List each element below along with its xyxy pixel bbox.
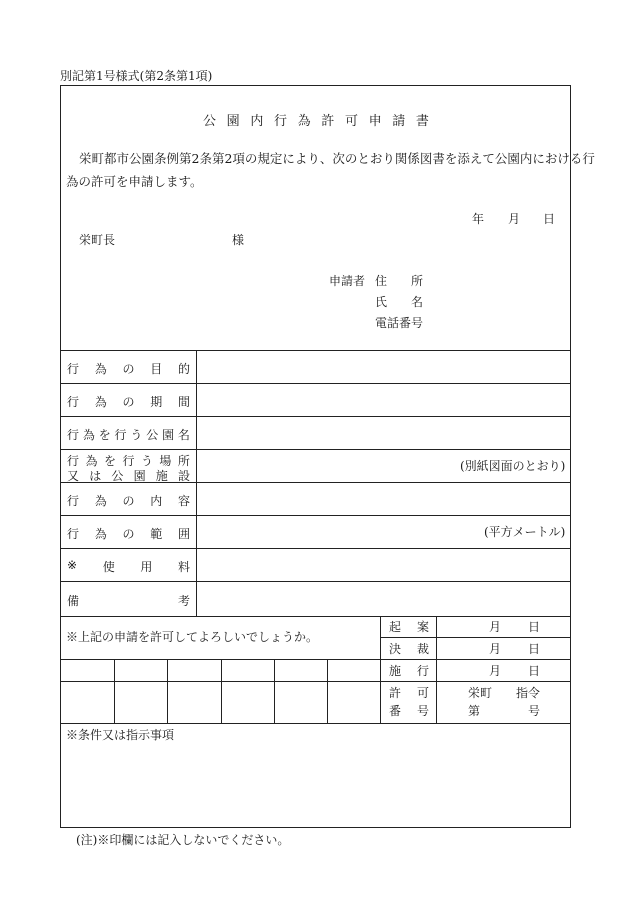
stamp-box[interactable] (115, 660, 166, 722)
place-note: (別紙図面のとおり) (460, 459, 566, 473)
intro-text-line1: 栄町都市公園条例第2条第2項の規定により、次のとおり関係図書を添えて公園内における行 (79, 151, 595, 166)
stamp-box[interactable] (222, 660, 273, 722)
drafted-day[interactable]: 日 (528, 620, 541, 634)
admin-divider (380, 637, 571, 638)
intro-text-line2: 為の許可を申請します。 (66, 174, 203, 189)
permit-dai: 第 (468, 704, 481, 718)
enforced-month[interactable]: 月 (489, 664, 502, 678)
decided-day[interactable]: 日 (528, 642, 541, 656)
drafted-month[interactable]: 月 (489, 620, 502, 634)
applicant-address-label: 住 所 (375, 274, 423, 288)
permit-directive: 指令 (516, 686, 541, 700)
applicant-phone-label: 電話番号 (375, 316, 424, 330)
footnote: (注)※印欄には記入しないでください。 (76, 833, 290, 847)
date-year-field[interactable]: 年 (472, 212, 485, 226)
place-input[interactable] (197, 450, 457, 482)
decided-month[interactable]: 月 (489, 642, 502, 656)
remarks-label: 備 考 (67, 594, 190, 608)
period-label: 行 為 の 期 間 (67, 395, 190, 409)
place-label-line1: 行 為 を 行 う 場 所 (67, 454, 190, 468)
fee-input[interactable] (197, 549, 570, 581)
admin-column-divider (436, 616, 437, 723)
purpose-label: 行 為 の 目 的 (67, 362, 190, 376)
date-day-field[interactable]: 日 (543, 212, 556, 226)
stamp-box[interactable] (61, 660, 113, 722)
stamp-box[interactable] (328, 660, 379, 722)
permit-number-label-2: 番 号 (389, 704, 429, 718)
applicant-name-label: 氏 名 (375, 295, 423, 309)
remarks-input[interactable] (197, 582, 570, 615)
place-label-line2: 又 は 公 園 施 設 (67, 469, 190, 483)
scope-input[interactable] (197, 516, 477, 548)
addressee-honorific: 様 (232, 233, 245, 247)
conditions-input[interactable] (61, 745, 570, 827)
form-number-label: 別記第1号様式(第2条第1項) (60, 69, 213, 83)
date-month-field[interactable]: 月 (508, 212, 521, 226)
stamp-box[interactable] (168, 660, 220, 722)
park-name-input[interactable] (197, 417, 570, 449)
enforced-label: 施 行 (389, 664, 429, 678)
decided-label: 決 裁 (389, 642, 429, 656)
applicant-label: 申請者 (329, 274, 366, 288)
form-title: 公 園 内 行 為 許 可 申 請 書 (203, 114, 429, 129)
approval-question: ※上記の申請を許可してよろしいでしょうか。 (66, 630, 319, 644)
permit-town: 栄町 (468, 686, 493, 700)
fee-label: ※ 使 用 料 (67, 558, 190, 574)
permit-number-label-1: 許 可 (389, 686, 429, 700)
period-input[interactable] (197, 384, 570, 416)
conditions-label: ※条件又は指示事項 (66, 728, 175, 742)
table-divider (60, 616, 571, 617)
stamp-row-divider (60, 723, 571, 724)
admin-column-divider (380, 616, 381, 723)
content-input[interactable] (197, 483, 570, 515)
stamp-box[interactable] (275, 660, 326, 722)
scope-label: 行 為 の 範 囲 (67, 527, 190, 541)
scope-note: (平方メートル) (484, 525, 566, 539)
park-name-label: 行 為 を 行 う 公 園 名 (67, 428, 190, 442)
addressee-name: 栄町長 (79, 233, 116, 247)
content-label: 行 為 の 内 容 (67, 494, 190, 508)
enforced-day[interactable]: 日 (528, 664, 541, 678)
purpose-input[interactable] (197, 351, 570, 383)
permit-gou: 号 (528, 704, 541, 718)
drafted-label: 起 案 (389, 620, 429, 634)
